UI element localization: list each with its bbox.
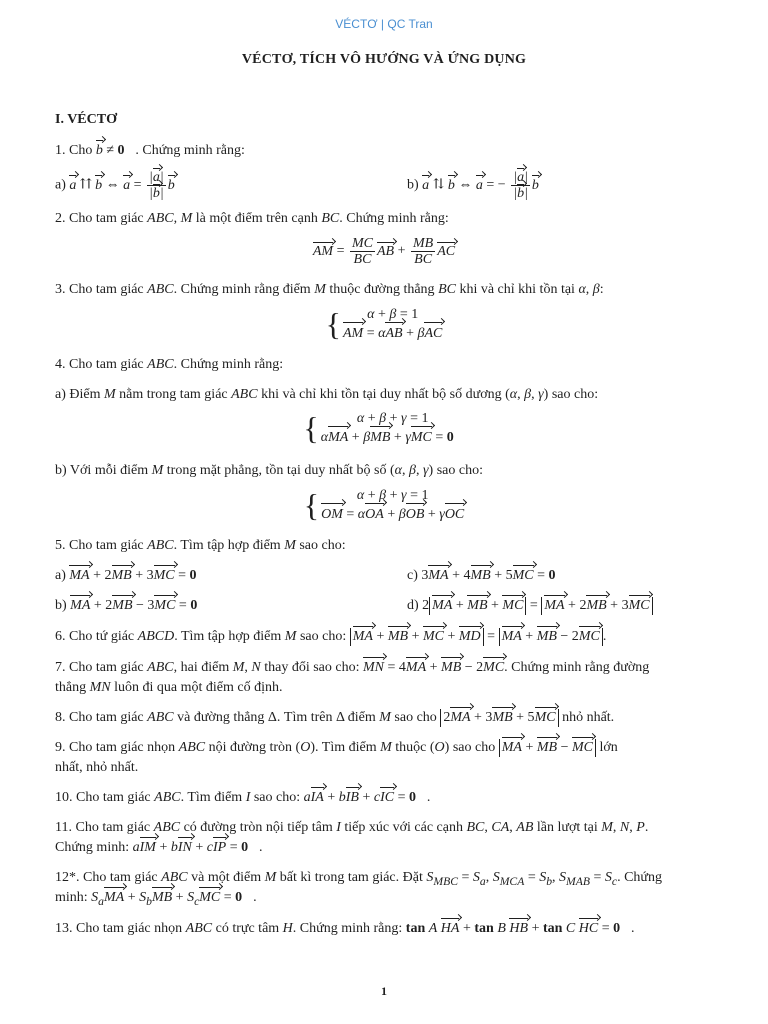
problem-11-line2: Chứng minh: aIM + bIN + cIP = 0⃗. xyxy=(55,840,263,855)
problem-8: 8. Cho tam giác ABC và đường thẳng Δ. Tìm trên Δ điểm M sao cho 2MA + 3MB + 5MC nhỏ nhất. xyxy=(55,710,615,725)
document-title: VÉCTƠ, TÍCH VÔ HƯỚNG VÀ ỨNG DỤNG xyxy=(241,52,527,67)
page-number: 1 xyxy=(381,984,387,998)
problem-1b: b) a ⇅ b ⇔ a = − $\frac{|a|}{|b|}$ b xyxy=(407,170,539,201)
problem-1a: a) a ⇈ b ⇔ a = $\frac{|a|}{|b|}$ b xyxy=(55,170,175,201)
problem-2: 2. Cho tam giác ABC, M là một điểm trên cạnh BC. Chứng minh rằng: xyxy=(55,211,449,226)
problem-7: 7. Cho tam giác ABC, hai điểm M, N thay đổi sao cho: MN = 4MA + MB − 2MC. Chứng minh rằng đường xyxy=(55,660,650,675)
problem-5b: b) MA + 2MB − 3MC = 0⃗ xyxy=(55,598,209,613)
problem-11: 11. Cho tam giác ABC có đường tròn nội tiếp tâm I tiếp xúc với các cạnh BC, CA, AB lần lượt tại M, N, P. xyxy=(55,820,649,835)
problem-1: 1. Cho b ≠ 0⃗. Chứng minh rằng: xyxy=(55,143,245,158)
problem-4a: a) Điểm M nằm trong tam giác ABC khi và chỉ khi tồn tại duy nhất bộ số dương (α, β, γ) sao cho: xyxy=(55,387,599,402)
equation-4b: { α + β + γ = 1 OM = αOA + βOB + γOC xyxy=(303,487,465,523)
problem-3: 3. Cho tam giác ABC. Chứng minh rằng điểm M thuộc đường thẳng BC khi và chỉ khi tồn tại α, β: xyxy=(55,282,604,297)
equation-4a: { α + β + γ = 1 αMA + βMB + γMC = 0⃗ xyxy=(303,410,465,446)
problem-4: 4. Cho tam giác ABC. Chứng minh rằng: xyxy=(55,357,284,372)
page-header: VÉCTƠ | QC Tran xyxy=(335,17,433,31)
problem-10: 10. Cho tam giác ABC. Tìm điểm I sao cho: aIA + bIB + cIC = 0⃗. xyxy=(55,790,431,805)
problem-9-line2: nhất, nhỏ nhất. xyxy=(55,760,139,775)
problem-13: 13. Cho tam giác nhọn ABC có trực tâm H. Chứng minh rằng: tan A HA + tan B HB + tan C HC = 0⃗. xyxy=(55,921,635,936)
problem-9: 9. Cho tam giác nhọn ABC nội đường tròn (O). Tìm điểm M thuộc (O) sao cho MA + MB − MC lớn xyxy=(55,740,618,755)
equation-3: { α + β = 1 AM = αAB + βAC xyxy=(325,306,443,342)
problem-6: 6. Cho tứ giác ABCD. Tìm tập hợp điểm M sao cho: MA + MB + MC + MD = MA + MB − 2MC . xyxy=(55,629,607,644)
problem-4b: b) Với mỗi điểm M trong mặt phẳng, tồn tại duy nhất bộ số (α, β, γ) sao cho: xyxy=(55,463,483,478)
equation-2: AM = $\frac{MC}{BC}$ AB + $\frac{MB}{BC}$ AC xyxy=(312,236,456,267)
problem-7-line2: thẳng MN luôn đi qua một điểm cố định. xyxy=(55,680,283,695)
problem-5c: c) 3MA + 4MB + 5MC = 0⃗ xyxy=(407,568,567,583)
section-heading: I. VÉCTƠ xyxy=(55,112,117,127)
problem-12: 12*. Cho tam giác ABC và một điểm M bất kì trong tam giác. Đặt $S_{MBC} = S_a$, $S_{MCA} = S_b$, $S_{MAB} = S_c$. Chứng xyxy=(55,870,663,888)
problem-5a: a) MA + 2MB + 3MC = 0⃗ xyxy=(55,568,208,583)
problem-5d: d) 2 MA + MB + MC = MA + 2MB + 3MC xyxy=(407,597,653,615)
problem-5: 5. Cho tam giác ABC. Tìm tập hợp điểm M sao cho: xyxy=(55,538,346,553)
problem-12-line2: minh: $S_aMA + S_bMB + S_cMC$ = 0⃗. xyxy=(55,890,257,908)
